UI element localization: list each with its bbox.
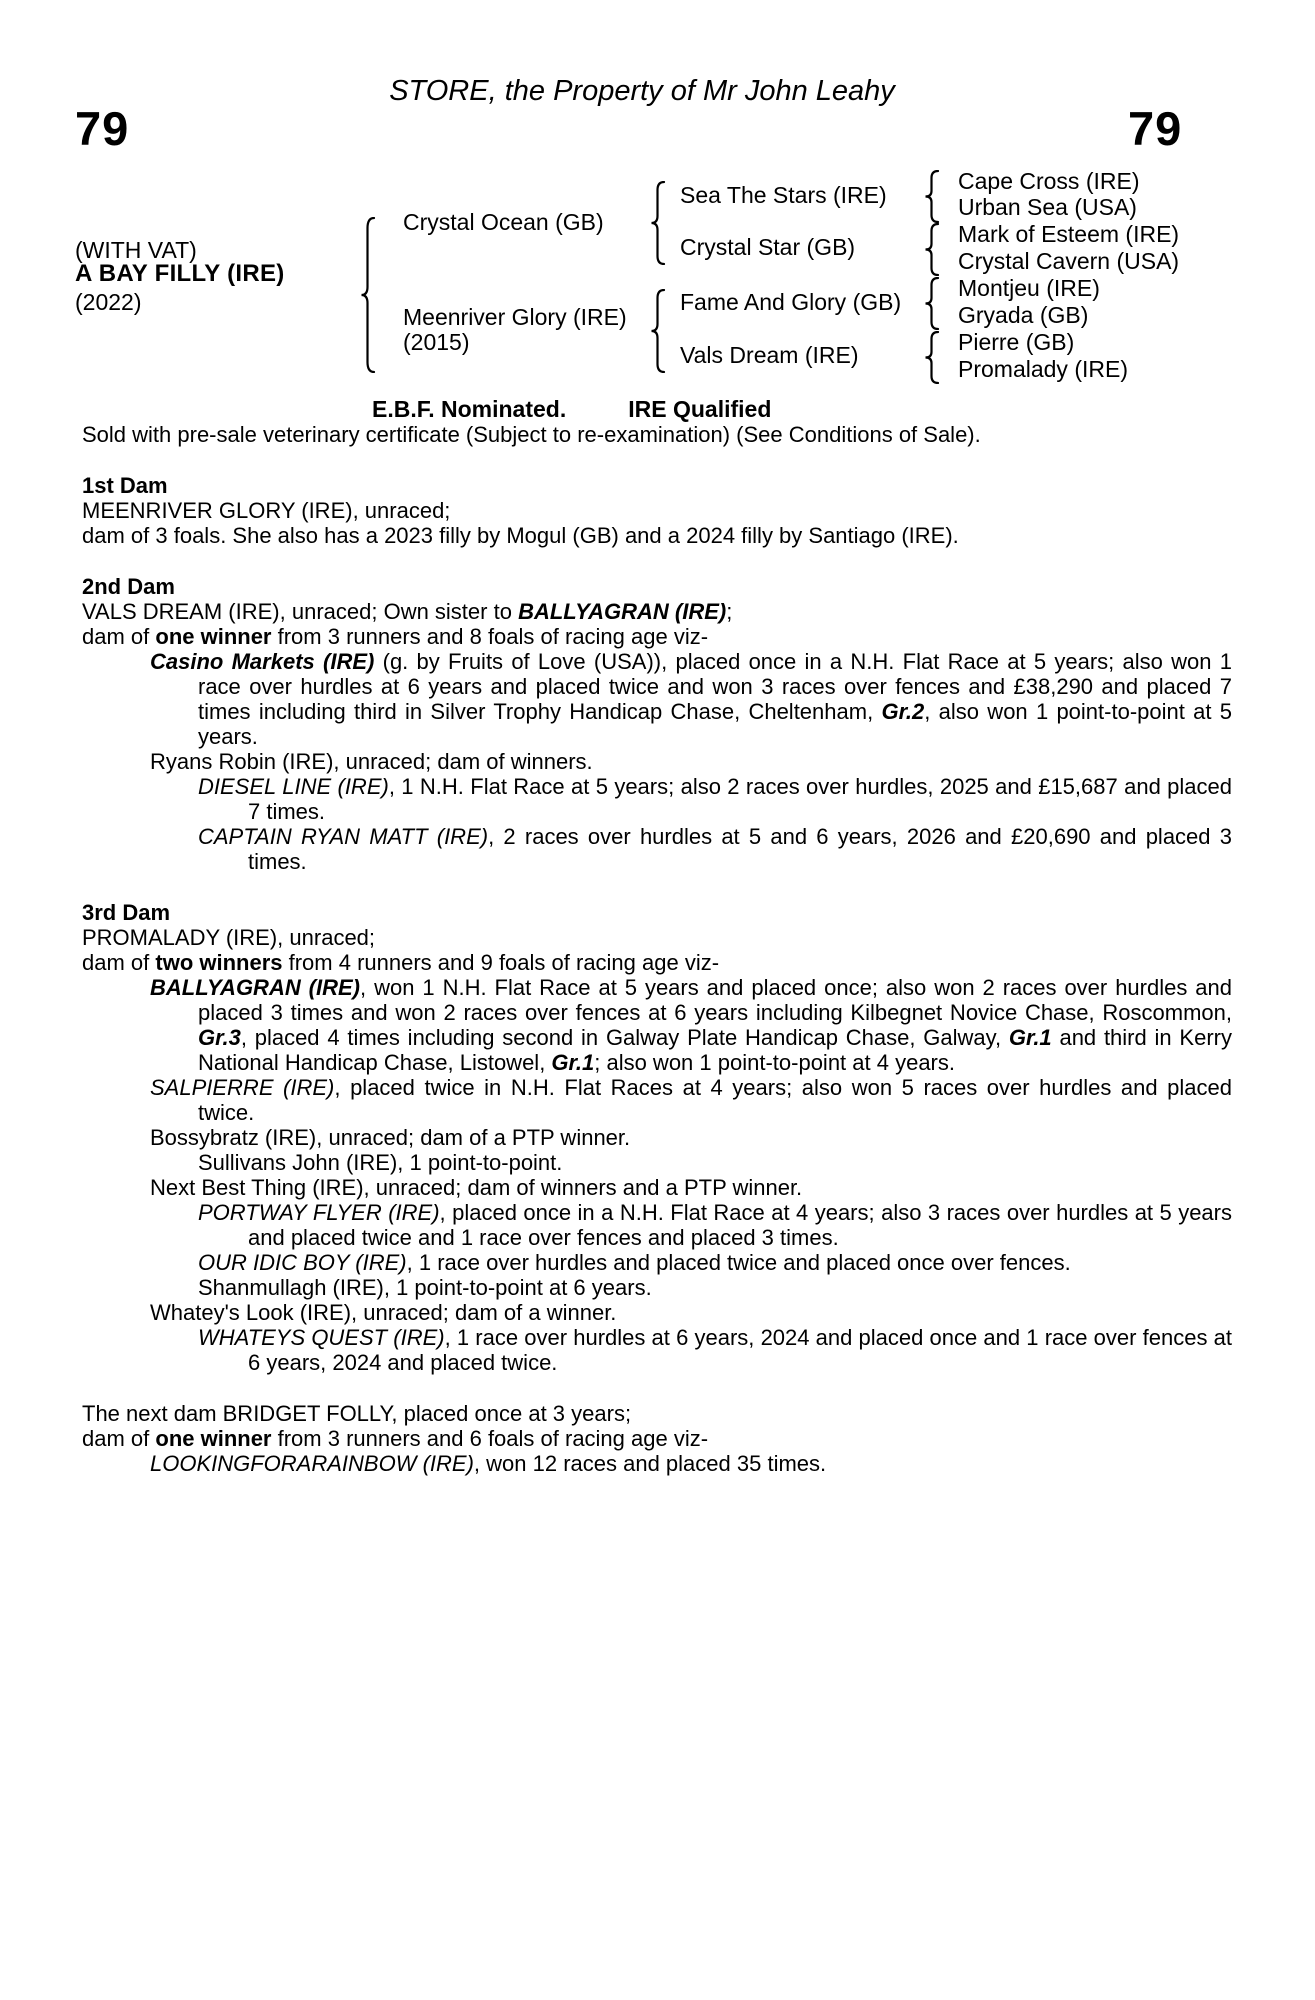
text-segment: and third in Kerry National Handicap Chase, Listowel, xyxy=(198,1025,1232,1075)
pedigree-paragraph xyxy=(82,649,1232,749)
dam-foaled-year: (2015) xyxy=(403,329,470,355)
pedigree-brace-icon xyxy=(650,181,666,265)
text-segment: The next dam BRIDGET FOLLY, placed once at 3 years; xyxy=(82,1401,632,1426)
text-segment: , 1 N.H. Flat Race at 5 years; also 2 races over hurdles, 2025 and £15,687 and placed 7 times. xyxy=(248,774,1232,824)
text-segment: dam of xyxy=(82,624,156,649)
horse-name-emphasis: one winner xyxy=(155,1426,272,1451)
gen3-name: Promalady (IRE) xyxy=(958,356,1128,382)
horse-name-emphasis: Gr.3 xyxy=(198,1025,241,1050)
horse-name-emphasis: two winners xyxy=(155,950,283,975)
page-number-right: 79 xyxy=(1128,102,1183,155)
pedigree-paragraph xyxy=(82,1175,1232,1200)
pedigree-paragraph xyxy=(82,1250,1232,1275)
pedigree-paragraph xyxy=(82,624,1232,649)
lot-name: A BAY FILLY (IRE) xyxy=(75,260,285,287)
horse-name-emphasis: BALLYAGRAN (IRE) xyxy=(150,975,361,1000)
ire-qualified-label: IRE Qualified xyxy=(628,396,772,422)
horse-name-emphasis: OUR IDIC BOY (IRE) xyxy=(198,1250,407,1275)
pedigree-paragraph xyxy=(82,975,1232,1075)
text-segment: from 4 runners and 9 foals of racing age viz- xyxy=(282,950,720,975)
horse-name-emphasis: Gr.1 xyxy=(551,1050,595,1075)
text-segment: Bossybratz (IRE), unraced; dam of a PTP winner. xyxy=(150,1125,631,1150)
text-segment: , 1 race over hurdles at 6 years, 2024 and placed once and 1 race over fences at 6 years, 2024 and placed twice. xyxy=(248,1325,1232,1375)
horse-name-emphasis: DIESEL LINE (IRE) xyxy=(198,774,389,799)
pedigree-paragraph xyxy=(82,599,1232,624)
dam-section xyxy=(82,900,1232,1375)
text-segment: , placed once in a N.H. Flat Race at 4 years; also 3 races over hurdles at 5 years and placed twice and 1 race over fences and placed 3 times. xyxy=(248,1200,1232,1250)
pedigree-brace-icon xyxy=(360,217,376,373)
pedigree-brace-icon xyxy=(650,289,666,373)
pedigree-paragraph xyxy=(82,774,1232,824)
horse-name-emphasis: BALLYAGRAN (IRE) xyxy=(518,599,727,624)
gen3-name: Urban Sea (USA) xyxy=(958,194,1137,220)
horse-name-emphasis: Gr.1 xyxy=(1008,1025,1052,1050)
text-segment: PROMALADY (IRE), unraced; xyxy=(82,925,376,950)
lot-year: (2022) xyxy=(75,289,142,315)
sire-name: Crystal Ocean (GB) xyxy=(403,209,604,235)
sire-sire-name: Sea The Stars (IRE) xyxy=(680,182,887,208)
pedigree-brace-icon xyxy=(924,331,940,384)
horse-name-emphasis: one winner xyxy=(155,624,272,649)
text-segment: Whatey's Look (IRE), unraced; dam of a winner. xyxy=(150,1300,617,1325)
ebf-nominated-label: E.B.F. Nominated. xyxy=(372,396,567,422)
text-segment: VALS DREAM (IRE), unraced; Own sister to xyxy=(82,599,519,624)
pedigree-paragraph xyxy=(82,1325,1232,1375)
text-segment: dam of xyxy=(82,950,156,975)
dam-dam-name: Vals Dream (IRE) xyxy=(680,342,859,368)
horse-name-emphasis: WHATEYS QUEST (IRE) xyxy=(198,1325,445,1350)
pedigree-paragraph xyxy=(82,1300,1232,1325)
text-segment: MEENRIVER GLORY (IRE), unraced; xyxy=(82,498,451,523)
text-segment: ; also won 1 point-to-point at 4 years. xyxy=(594,1050,955,1075)
nomination-line xyxy=(82,397,1232,422)
vet-certificate-note: Sold with pre-sale veterinary certificate (Subject to re-examination) (See Conditions of Sale). xyxy=(82,422,981,447)
pedigree-paragraph xyxy=(82,498,1232,523)
pedigree-paragraph xyxy=(82,950,1232,975)
horse-name-emphasis: CAPTAIN RYAN MATT (IRE) xyxy=(198,824,489,849)
pedigree-paragraph xyxy=(82,1451,1232,1476)
text-segment: dam of 3 foals. She also has a 2023 filly by Mogul (GB) and a 2024 filly by Santiago (IRE). xyxy=(82,523,959,548)
horse-name-emphasis: Gr.2 xyxy=(881,699,925,724)
page-number-left: 79 xyxy=(75,102,130,155)
pedigree-paragraph xyxy=(82,1426,1232,1451)
text-segment: (g. by Fruits of Love (USA)), placed once in a N.H. Flat Race at 5 years; also won 1 race over hurdles at 6 years and placed twice and won 3 races over fences and £38,290 and placed 7 times including third in Silver Trophy Handicap Chase, Cheltenham, xyxy=(198,649,1232,724)
text-segment: from 3 runners and 6 foals of racing age viz- xyxy=(271,1426,709,1451)
pedigree-paragraph xyxy=(82,1150,1232,1175)
page-title: STORE, the Property of Mr John Leahy xyxy=(389,75,895,107)
gen3-name: Cape Cross (IRE) xyxy=(958,168,1140,194)
horse-name-emphasis: SALPIERRE (IRE) xyxy=(150,1075,335,1100)
pedigree-brace-icon xyxy=(924,277,940,330)
horse-name-emphasis: Casino Markets (IRE) xyxy=(150,649,375,674)
horse-name-emphasis: LOOKINGFORARAINBOW (IRE) xyxy=(150,1451,474,1476)
dam-section-heading: 2nd Dam xyxy=(82,574,175,599)
pedigree-paragraph xyxy=(82,523,1232,548)
text-segment: , won 1 N.H. Flat Race at 5 years and placed once; also won 2 races over hurdles and placed 3 times and won 2 races over fences at 6 years including Kilbegnet Novice Chase, Roscommon, xyxy=(198,975,1232,1025)
pedigree-paragraph xyxy=(82,1401,1232,1426)
pedigree-paragraph xyxy=(82,1075,1232,1125)
pedigree-brace-icon xyxy=(924,170,940,223)
pedigree-brace-icon xyxy=(924,223,940,276)
pedigree-paragraph xyxy=(82,824,1232,874)
text-segment: , 2 races over hurdles at 5 and 6 years, 2026 and £20,690 and placed 3 times. xyxy=(248,824,1232,874)
horse-name-emphasis: PORTWAY FLYER (IRE) xyxy=(198,1200,440,1225)
gen3-name: Pierre (GB) xyxy=(958,329,1075,355)
catalogue-sections xyxy=(82,473,1232,1476)
sire-dam-name: Crystal Star (GB) xyxy=(680,234,856,260)
vat-note: (WITH VAT) xyxy=(75,237,197,263)
gen3-name: Crystal Cavern (USA) xyxy=(958,248,1180,274)
dam-section-heading: 1st Dam xyxy=(82,473,168,498)
dam-sire-name: Fame And Glory (GB) xyxy=(680,289,902,315)
catalogue-body xyxy=(82,397,1232,1476)
dam-name: Meenriver Glory (IRE) xyxy=(403,304,627,330)
text-segment: ; xyxy=(726,599,733,624)
dam-section xyxy=(82,473,1232,548)
text-segment: , also won 1 point-to-point at 5 years. xyxy=(198,699,1232,749)
text-segment: from 3 runners and 8 foals of racing age viz- xyxy=(271,624,709,649)
gen3-name: Gryada (GB) xyxy=(958,302,1089,328)
text-segment: , won 12 races and placed 35 times. xyxy=(473,1451,827,1476)
pedigree-paragraph xyxy=(82,749,1232,774)
dam-section-heading: 3rd Dam xyxy=(82,900,171,925)
text-segment: , placed 4 times including second in Galway Plate Handicap Chase, Galway, xyxy=(240,1025,1009,1050)
text-segment: , placed twice in N.H. Flat Races at 4 years; also won 5 races over hurdles and placed twice. xyxy=(198,1075,1232,1125)
text-segment: dam of xyxy=(82,1426,156,1451)
gen3-name: Montjeu (IRE) xyxy=(958,275,1100,301)
dam-section xyxy=(82,1401,1232,1476)
text-segment: Next Best Thing (IRE), unraced; dam of winners and a PTP winner. xyxy=(150,1175,803,1200)
text-segment: Shanmullagh (IRE), 1 point-to-point at 6 years. xyxy=(198,1275,652,1300)
pedigree-paragraph xyxy=(82,925,1232,950)
text-segment: Ryans Robin (IRE), unraced; dam of winners. xyxy=(150,749,593,774)
dam-section xyxy=(82,574,1232,874)
pedigree-paragraph xyxy=(82,1275,1232,1300)
pedigree-paragraph xyxy=(82,1200,1232,1250)
text-segment: , 1 race over hurdles and placed twice and placed once over fences. xyxy=(406,1250,1071,1275)
text-segment: Sullivans John (IRE), 1 point-to-point. xyxy=(198,1150,563,1175)
pedigree-paragraph xyxy=(82,1125,1232,1150)
gen3-name: Mark of Esteem (IRE) xyxy=(958,221,1180,247)
